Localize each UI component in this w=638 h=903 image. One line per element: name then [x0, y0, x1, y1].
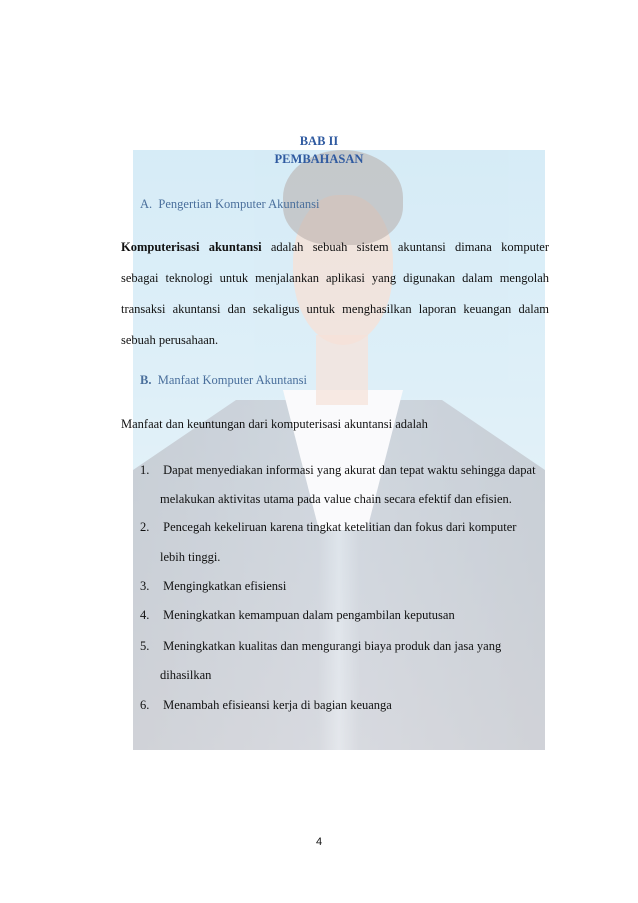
section-a-heading: [140, 197, 320, 212]
paragraph-a-line-1-text: adalah sebuah sistem akuntansi dimana komputer: [270, 240, 549, 254]
list-item-1: [140, 463, 536, 478]
list-item-text: Meningkatkan kemampuan dalam pengambilan keputusan: [163, 608, 455, 622]
section-a-letter: A.: [140, 197, 153, 211]
list-item-3: [140, 579, 286, 594]
section-b-title: Manfaat Komputer Akuntansi: [157, 373, 307, 387]
list-number: 6.: [140, 698, 150, 712]
list-item-text: Mengingkatkan efisiensi: [163, 579, 287, 593]
section-b-heading: [140, 373, 307, 388]
chapter-title: PEMBAHASAN: [274, 152, 364, 166]
list-item-2-continuation: lebih tinggi.: [160, 550, 221, 564]
paragraph-a-line-3: transaksi akuntansi dan sekaligus untuk menghasilkan laporan keuangan dalam: [121, 302, 549, 316]
list-item-6: [140, 698, 392, 713]
list-item-5-continuation: dihasilkan: [160, 668, 212, 682]
section-a-title: Pengertian Komputer Akuntansi: [158, 197, 320, 211]
list-item-text: Dapat menyediakan informasi yang akurat dan tepat waktu sehingga dapat: [163, 463, 536, 477]
list-item-2: [140, 520, 516, 535]
list-item-5: [140, 639, 501, 654]
list-item-text: Meningkatkan kualitas dan mengurangi biaya produk dan jasa yang: [163, 639, 502, 653]
list-number: 1.: [140, 463, 150, 477]
paragraph-a-line-1: [121, 240, 549, 255]
list-item-4: [140, 608, 455, 623]
list-item-text: Menambah efisieansi kerja di bagian keuanga: [163, 698, 392, 712]
term-komputerisasi-akuntansi: Komputerisasi akuntansi: [121, 240, 262, 254]
photo-neck: [316, 335, 368, 405]
paragraph-a-line-2: sebagai teknologi untuk menjalankan aplikasi yang digunakan dalam mengolah: [121, 271, 549, 285]
list-item-text: Pencegah kekeliruan karena tingkat ketelitian dan fokus dari komputer: [163, 520, 517, 534]
section-b-intro: Manfaat dan keuntungan dari komputerisasi akuntansi adalah: [121, 417, 428, 431]
chapter-number: BAB II: [299, 134, 339, 148]
section-b-letter: B.: [140, 373, 152, 387]
list-item-1-continuation: melakukan aktivitas utama pada value chain secara efektif dan efisien.: [160, 492, 512, 506]
list-number: 5.: [140, 639, 150, 653]
list-number: 2.: [140, 520, 150, 534]
page-number: 4: [315, 836, 323, 848]
list-number: 4.: [140, 608, 150, 622]
paragraph-a-line-4: sebuah perusahaan.: [121, 333, 219, 347]
list-number: 3.: [140, 579, 150, 593]
